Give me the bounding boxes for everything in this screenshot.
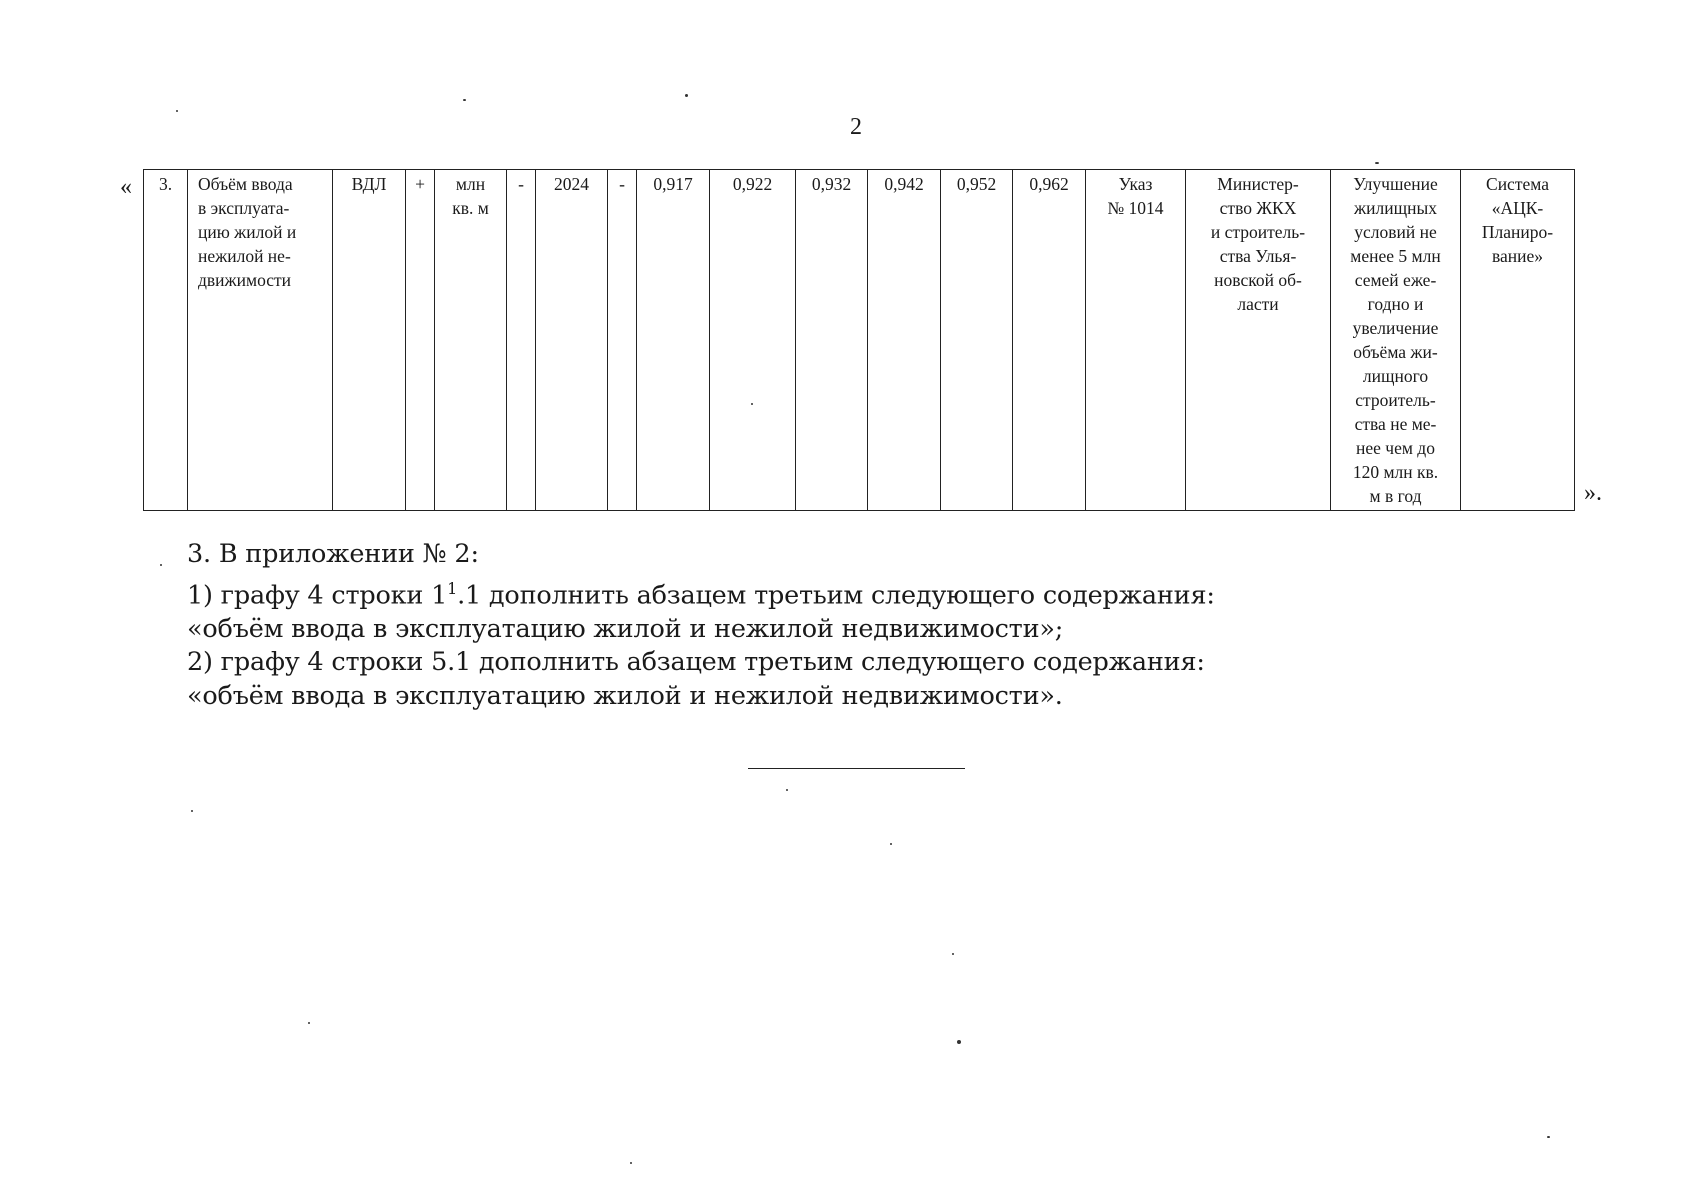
scan-speck	[160, 564, 162, 566]
cell-value: 0,952	[941, 170, 1013, 511]
scan-speck	[191, 810, 193, 812]
scan-speck	[463, 99, 466, 101]
scan-speck	[630, 1162, 632, 1164]
end-separator-line	[748, 768, 965, 769]
cell-system: Система «АЦК- Планиро- вание»	[1461, 170, 1575, 511]
page-number: 2	[850, 114, 862, 140]
cell-value: 0,922	[710, 170, 796, 511]
cell-value: 0,917	[637, 170, 710, 511]
amendment-heading: 3. В приложении № 2:	[187, 539, 479, 569]
scan-speck	[751, 403, 753, 405]
opening-quote-mark: «	[120, 174, 132, 200]
amendment-item-1: 1) графу 4 строки $1^1.1$ дополнить абзацем третьим следующего содержания:	[187, 578, 1215, 610]
cell-value: 0,962	[1013, 170, 1086, 511]
cell-value: 0,942	[868, 170, 941, 511]
superscript-index: 1	[447, 578, 458, 598]
amendment-quote-2: «объём ввода в эксплуатацию жилой и нежилой недвижимости».	[187, 680, 1063, 711]
cell-direction: +	[406, 170, 435, 511]
scan-speck	[957, 1040, 961, 1044]
cell-goal: Улучшение жилищных условий не менее 5 млн семей еже- годно и увеличение объёма жи- лищного строитель- ства не ме- нее чем до 120 млн кв. м в год	[1331, 170, 1461, 511]
scan-speck	[1547, 1136, 1550, 1138]
cell-value: 0,932	[796, 170, 868, 511]
scan-speck	[890, 843, 892, 845]
scan-speck	[786, 789, 788, 791]
cell-responsible: Министер- ство ЖКХ и строитель- ства Улья- новской об- ласти	[1186, 170, 1331, 511]
cell-row-number: 3.	[144, 170, 188, 511]
cell-unit: млн кв. м	[435, 170, 507, 511]
scan-speck	[176, 110, 178, 112]
cell-base-value: -	[507, 170, 536, 511]
scan-speck	[685, 94, 688, 97]
indicator-table	[143, 169, 1575, 511]
cell-empty-value: -	[608, 170, 637, 511]
cell-indicator-type: ВДЛ	[333, 170, 406, 511]
amendment-item-2: 2) графу 4 строки 5.1 дополнить абзацем третьим следующего содержания:	[187, 647, 1205, 677]
amendment-text	[187, 538, 1215, 713]
table-row	[144, 170, 1575, 511]
closing-quote-mark: ».	[1584, 480, 1602, 506]
cell-indicator-name: Объём ввода в эксплуата- цию жилой и нежилой не- движимости	[188, 170, 333, 511]
scan-speck	[952, 953, 954, 955]
cell-document: Указ № 1014	[1086, 170, 1186, 511]
cell-year: 2024	[536, 170, 608, 511]
amendment-quote-1: «объём ввода в эксплуатацию жилой и нежилой недвижимости»;	[187, 613, 1064, 644]
scan-speck	[1375, 162, 1379, 164]
scan-speck	[308, 1022, 310, 1024]
